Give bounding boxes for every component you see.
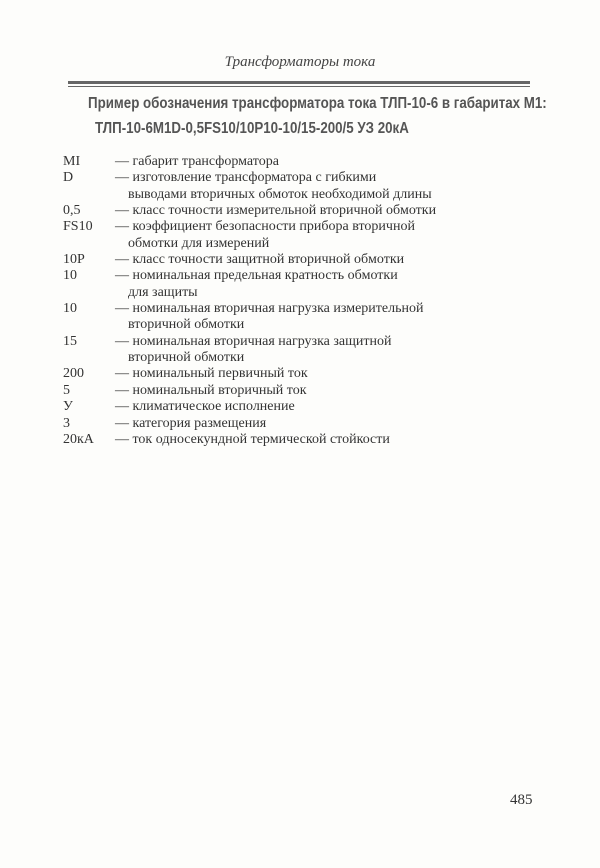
- legend-text: — номинальная вторичная нагрузка защитной: [115, 333, 392, 349]
- legend-text: — номинальная вторичная нагрузка измерительной: [115, 301, 424, 317]
- legend-text-continuation: выводами вторичных обмоток необходимой длины: [128, 186, 432, 202]
- legend-item: [63, 219, 455, 252]
- legend-text: — номинальный вторичный ток: [115, 382, 307, 398]
- legend-code: У: [63, 399, 73, 415]
- legend-text-continuation: вторичной обмотки: [128, 350, 245, 366]
- legend-code: 200: [63, 366, 84, 382]
- legend-description: [115, 203, 455, 219]
- legend-item: [63, 203, 455, 219]
- legend-text: — класс точности защитной вторичной обмотки: [115, 252, 405, 268]
- legend-item: [63, 154, 455, 170]
- legend-code: 10: [63, 268, 77, 284]
- legend-item: [63, 268, 455, 301]
- legend-text: — номинальный первичный ток: [115, 366, 308, 382]
- legend-text: — изготовление трансформатора с гибкими: [115, 170, 377, 186]
- legend-text: — коэффициент безопасности прибора вторичной: [115, 219, 415, 235]
- legend-item: [63, 416, 455, 432]
- legend-code: 0,5: [63, 203, 81, 219]
- legend-description: [115, 268, 455, 301]
- legend-text-continuation: вторичной обмотки: [128, 317, 245, 333]
- legend-description: [115, 399, 455, 415]
- legend-description: [115, 366, 455, 382]
- legend-code: 3: [63, 415, 70, 431]
- legend-code: FS10: [63, 219, 93, 235]
- legend-description: [115, 154, 455, 170]
- legend-text: — габарит трансформатора: [115, 154, 279, 169]
- legend-description: [115, 252, 455, 268]
- legend-code: 10: [63, 301, 77, 317]
- legend-code: 20кА: [63, 431, 94, 447]
- header-rule-thick: [68, 81, 530, 84]
- legend-item: [63, 399, 455, 415]
- legend-text: — номинальная предельная кратность обмотки: [115, 268, 398, 284]
- legend-item: [63, 170, 455, 203]
- designation-code: ТЛП-10-6М1D-0,5FS10/10P10-10/15-200/5 УЗ 20кА: [95, 120, 409, 137]
- legend-text: — ток односекундной термической стойкости: [115, 431, 390, 447]
- example-heading: Пример обозначения трансформатора тока ТЛП-10-6 в габаритах М1:: [88, 95, 547, 112]
- legend-description: [115, 416, 455, 432]
- legend-code: 10P: [63, 252, 85, 268]
- legend-item: [63, 432, 455, 448]
- legend-text: — класс точности измерительной вторичной обмотки: [115, 203, 437, 219]
- legend-description: [115, 383, 455, 399]
- legend-description: [115, 334, 455, 367]
- designation-legend: [63, 154, 455, 448]
- page-number: 485: [510, 792, 533, 808]
- legend-item: [63, 383, 455, 399]
- legend-item: [63, 252, 455, 268]
- legend-item: [63, 334, 455, 367]
- legend-code: D: [63, 170, 74, 186]
- legend-code: 5: [63, 382, 70, 398]
- legend-code: MI: [63, 154, 81, 169]
- legend-code: 15: [63, 333, 77, 349]
- legend-item: [63, 301, 455, 334]
- legend-description: [115, 170, 455, 203]
- legend-description: [115, 301, 455, 334]
- legend-description: [115, 432, 455, 448]
- legend-item: [63, 366, 455, 382]
- header-rule-thin: [68, 86, 530, 87]
- legend-text-continuation: для защиты: [128, 284, 198, 300]
- legend-description: [115, 219, 455, 252]
- legend-text: — категория размещения: [115, 415, 267, 431]
- running-header: Трансформаторы тока: [224, 54, 376, 70]
- legend-text: — климатическое исполнение: [115, 399, 295, 415]
- legend-text-continuation: обмотки для измерений: [128, 235, 270, 251]
